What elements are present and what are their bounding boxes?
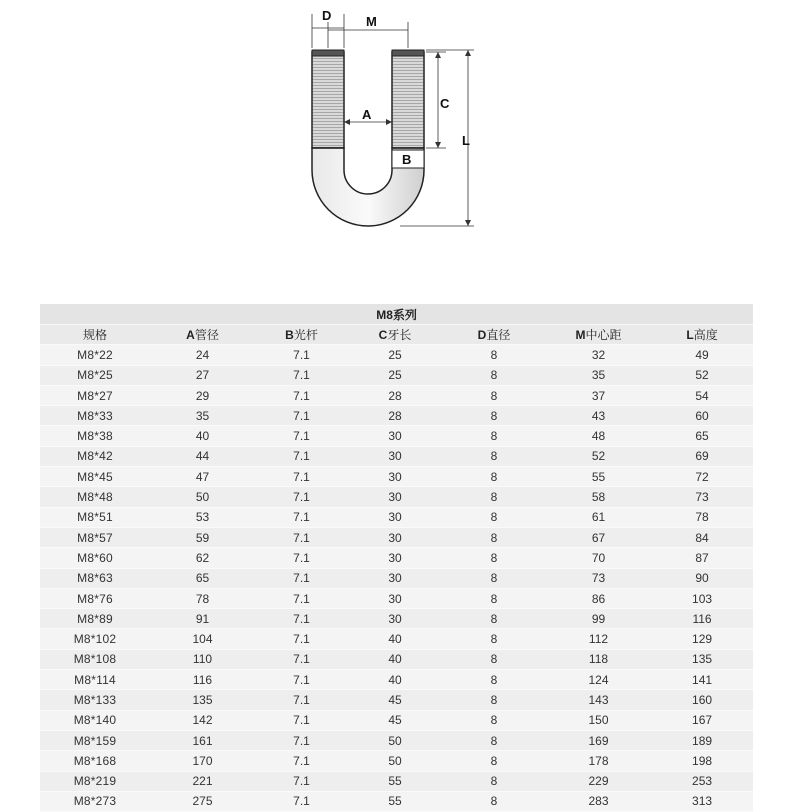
table-cell: M8*168 [40, 751, 150, 771]
table-cell: 40 [348, 670, 442, 690]
table-cell: 170 [150, 751, 255, 771]
table-cell: 27 [150, 365, 255, 385]
table-cell: 40 [150, 426, 255, 446]
table-row [40, 730, 753, 750]
table-cell: 7.1 [255, 365, 348, 385]
table-cell: 62 [150, 548, 255, 568]
column-header-text: 中心距 [585, 328, 622, 343]
table-cell: 65 [150, 568, 255, 588]
table-cell: 110 [150, 649, 255, 669]
table-cell: 69 [651, 446, 753, 466]
column-header-text: 规格 [82, 328, 107, 343]
table-cell: 7.1 [255, 385, 348, 405]
table-cell: 30 [348, 588, 442, 608]
table-cell: 30 [348, 507, 442, 527]
table-cell: 135 [651, 649, 753, 669]
table-cell: 8 [442, 568, 546, 588]
table-cell: 78 [150, 588, 255, 608]
table-cell: 25 [348, 365, 442, 385]
table-row [40, 365, 753, 385]
table-cell: M8*102 [40, 629, 150, 649]
table-row [40, 467, 753, 487]
table-cell: 55 [348, 791, 442, 811]
table-cell: M8*108 [40, 649, 150, 669]
table-cell: 8 [442, 791, 546, 811]
column-header [442, 325, 546, 345]
table-cell: 30 [348, 568, 442, 588]
table-cell: M8*42 [40, 446, 150, 466]
table-cell: 52 [546, 446, 651, 466]
table-cell: 30 [348, 467, 442, 487]
table-cell: M8*159 [40, 730, 150, 750]
table-cell: 7.1 [255, 426, 348, 446]
column-header [546, 325, 651, 345]
table-row [40, 791, 753, 811]
table-cell: 7.1 [255, 548, 348, 568]
column-header-text: 直径 [486, 328, 511, 343]
dim-label-c: C [440, 96, 450, 111]
column-header-text: 管径 [194, 328, 219, 343]
table-cell: M8*60 [40, 548, 150, 568]
table-row [40, 771, 753, 791]
table-row [40, 609, 753, 629]
table-cell: M8*22 [40, 345, 150, 365]
table-cell: 8 [442, 467, 546, 487]
table-cell: M8*76 [40, 588, 150, 608]
table-cell: 118 [546, 649, 651, 669]
table-cell: 7.1 [255, 568, 348, 588]
table-cell: 7.1 [255, 751, 348, 771]
table-cell: M8*63 [40, 568, 150, 588]
table-cell: 8 [442, 548, 546, 568]
table-cell: 221 [150, 771, 255, 791]
table-cell: 253 [651, 771, 753, 791]
table-cell: 112 [546, 629, 651, 649]
column-header-letter: M [575, 328, 586, 343]
table-cell: 28 [348, 385, 442, 405]
table-cell: 67 [546, 527, 651, 547]
table-cell: 8 [442, 649, 546, 669]
table-cell: 53 [150, 507, 255, 527]
table-cell: M8*114 [40, 670, 150, 690]
table-cell: 28 [348, 406, 442, 426]
table-cell: 47 [150, 467, 255, 487]
table-row [40, 406, 753, 426]
table-row [40, 710, 753, 730]
table-cell: 32 [546, 345, 651, 365]
table-cell: 178 [546, 751, 651, 771]
table-body [40, 345, 753, 812]
table-cell: 8 [442, 446, 546, 466]
table-cell: 30 [348, 609, 442, 629]
column-header-letter: A [186, 328, 195, 343]
table-cell: 167 [651, 710, 753, 730]
table-cell: 7.1 [255, 791, 348, 811]
table-cell: 7.1 [255, 406, 348, 426]
table-cell: 198 [651, 751, 753, 771]
table-cell: 104 [150, 629, 255, 649]
table-cell: 7.1 [255, 487, 348, 507]
table-row [40, 751, 753, 771]
table-cell: 283 [546, 791, 651, 811]
table-cell: 30 [348, 487, 442, 507]
column-header [40, 325, 150, 345]
column-header-letter: D [477, 328, 487, 343]
column-header-letter: B [285, 328, 294, 343]
table-cell: 8 [442, 690, 546, 710]
table-cell: 30 [348, 426, 442, 446]
table-cell: M8*89 [40, 609, 150, 629]
table-cell: 129 [651, 629, 753, 649]
table-cell: M8*48 [40, 487, 150, 507]
table-cell: 160 [651, 690, 753, 710]
table-cell: M8*33 [40, 406, 150, 426]
table-cell: 8 [442, 609, 546, 629]
table-cell: 7.1 [255, 710, 348, 730]
table-cell: 7.1 [255, 507, 348, 527]
table-cell: 7.1 [255, 730, 348, 750]
table-cell: 55 [348, 771, 442, 791]
table-cell: M8*45 [40, 467, 150, 487]
table-cell: 73 [651, 487, 753, 507]
table-row [40, 345, 753, 365]
table-cell: 99 [546, 609, 651, 629]
table-cell: 7.1 [255, 527, 348, 547]
column-header [255, 325, 348, 345]
table-cell: 54 [651, 385, 753, 405]
table-row [40, 588, 753, 608]
table-cell: 91 [150, 609, 255, 629]
table-row [40, 385, 753, 405]
table-row [40, 426, 753, 446]
table-cell: 8 [442, 507, 546, 527]
table-cell: 8 [442, 365, 546, 385]
table-cell: 150 [546, 710, 651, 730]
table-cell: 30 [348, 446, 442, 466]
table-cell: 60 [651, 406, 753, 426]
table-cell: 8 [442, 345, 546, 365]
right-thread [392, 52, 424, 148]
table-cell: 103 [651, 588, 753, 608]
table-title: M8系列 [40, 304, 753, 325]
table-cell: 30 [348, 527, 442, 547]
table-cell: 135 [150, 690, 255, 710]
table-cell: 45 [348, 710, 442, 730]
table-row [40, 649, 753, 669]
table-cell: 7.1 [255, 609, 348, 629]
column-header-letter: L [686, 328, 694, 343]
table-cell: 48 [546, 426, 651, 446]
table-cell: M8*273 [40, 791, 150, 811]
table-cell: 169 [546, 730, 651, 750]
table-cell: M8*140 [40, 710, 150, 730]
table-cell: M8*57 [40, 527, 150, 547]
table-cell: 50 [348, 751, 442, 771]
dim-label-a: A [362, 107, 372, 122]
table-cell: 8 [442, 527, 546, 547]
table-cell: 29 [150, 385, 255, 405]
table-cell: 25 [348, 345, 442, 365]
table-cell: 84 [651, 527, 753, 547]
table-cell: 45 [348, 690, 442, 710]
column-header-letter: C [378, 328, 388, 343]
dim-label-b: B [402, 152, 412, 167]
table-cell: 116 [150, 670, 255, 690]
table-cell: 8 [442, 487, 546, 507]
column-header [651, 325, 753, 345]
table-cell: 8 [442, 385, 546, 405]
table-cell: 43 [546, 406, 651, 426]
table-cell: 8 [442, 406, 546, 426]
spec-table-container [40, 304, 753, 812]
table-cell: 124 [546, 670, 651, 690]
table-cell: 7.1 [255, 446, 348, 466]
table-cell: 73 [546, 568, 651, 588]
u-bolt-diagram [290, 0, 490, 240]
table-cell: 44 [150, 446, 255, 466]
table-row [40, 487, 753, 507]
table-cell: 7.1 [255, 771, 348, 791]
table-cell: M8*25 [40, 365, 150, 385]
table-cell: 50 [150, 487, 255, 507]
table-cell: 7.1 [255, 670, 348, 690]
table-cell: 70 [546, 548, 651, 568]
spec-table [40, 304, 753, 812]
table-cell: 55 [546, 467, 651, 487]
table-cell: 35 [546, 365, 651, 385]
table-cell: 313 [651, 791, 753, 811]
column-header-text: 牙长 [387, 328, 412, 343]
table-cell: 50 [348, 730, 442, 750]
table-cell: 35 [150, 406, 255, 426]
table-cell: 37 [546, 385, 651, 405]
table-cell: 8 [442, 710, 546, 730]
table-cell: 8 [442, 730, 546, 750]
table-cell: 189 [651, 730, 753, 750]
table-row [40, 548, 753, 568]
table-cell: 7.1 [255, 649, 348, 669]
table-row [40, 670, 753, 690]
table-cell: 86 [546, 588, 651, 608]
table-cell: 8 [442, 751, 546, 771]
table-row [40, 629, 753, 649]
table-cell: 275 [150, 791, 255, 811]
column-header [150, 325, 255, 345]
table-cell: 8 [442, 588, 546, 608]
table-cell: M8*133 [40, 690, 150, 710]
table-cell: 8 [442, 670, 546, 690]
table-cell: 116 [651, 609, 753, 629]
table-cell: 40 [348, 649, 442, 669]
table-cell: 40 [348, 629, 442, 649]
table-cell: 7.1 [255, 629, 348, 649]
table-cell: 8 [442, 629, 546, 649]
dim-label-m: M [366, 14, 377, 29]
table-cell: M8*219 [40, 771, 150, 791]
table-cell: 161 [150, 730, 255, 750]
table-row [40, 507, 753, 527]
table-cell: 61 [546, 507, 651, 527]
table-row [40, 527, 753, 547]
table-cell: 65 [651, 426, 753, 446]
table-cell: 90 [651, 568, 753, 588]
table-cell: 59 [150, 527, 255, 547]
left-thread [312, 52, 344, 148]
table-cell: 72 [651, 467, 753, 487]
table-row [40, 446, 753, 466]
table-row [40, 568, 753, 588]
table-cell: 7.1 [255, 690, 348, 710]
table-cell: 143 [546, 690, 651, 710]
table-cell: M8*51 [40, 507, 150, 527]
table-cell: 141 [651, 670, 753, 690]
table-header-row [40, 325, 753, 345]
table-cell: M8*27 [40, 385, 150, 405]
table-cell: 7.1 [255, 345, 348, 365]
table-cell: 49 [651, 345, 753, 365]
table-cell: 8 [442, 771, 546, 791]
dim-label-d: D [322, 8, 332, 23]
table-cell: 24 [150, 345, 255, 365]
table-cell: 78 [651, 507, 753, 527]
table-cell: 30 [348, 548, 442, 568]
table-row [40, 690, 753, 710]
table-cell: 52 [651, 365, 753, 385]
dim-label-l: L [462, 133, 470, 148]
table-cell: 229 [546, 771, 651, 791]
table-cell: 7.1 [255, 588, 348, 608]
table-cell: 58 [546, 487, 651, 507]
column-header-text: 高度 [693, 328, 718, 343]
table-cell: 87 [651, 548, 753, 568]
table-cell: 8 [442, 426, 546, 446]
column-header [348, 325, 442, 345]
column-header-text: 光杆 [293, 328, 318, 343]
table-cell: M8*38 [40, 426, 150, 446]
table-cell: 7.1 [255, 467, 348, 487]
table-cell: 142 [150, 710, 255, 730]
